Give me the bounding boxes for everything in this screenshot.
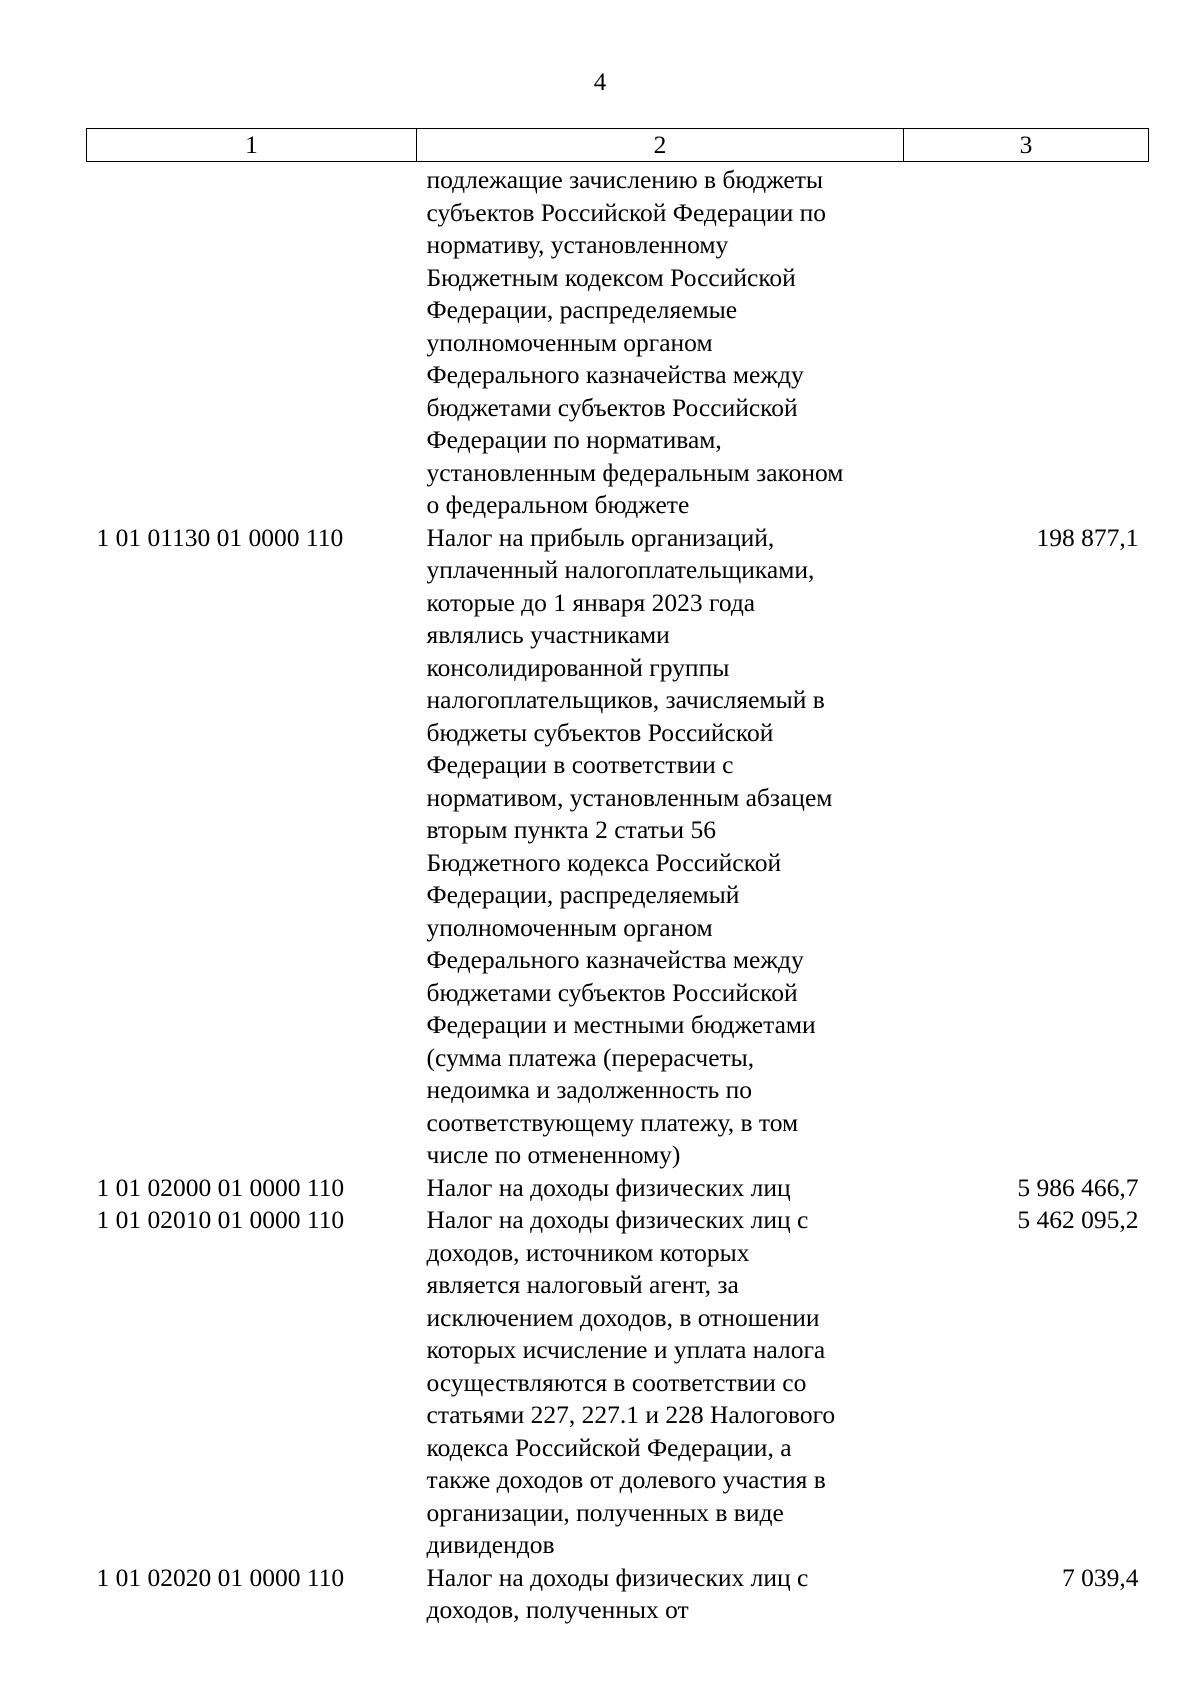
table-row [87, 522, 1149, 1172]
row-code: 1 01 02000 01 0000 110 [96, 1172, 345, 1202]
page-number: 4 [593, 69, 607, 96]
description-line: кодекса Российской Федерации, а [426, 1432, 792, 1462]
row-description [417, 522, 904, 1172]
row-amount: 7 039,4 [1062, 1562, 1139, 1592]
column-header-code: 1 [87, 129, 417, 162]
description-line: которых исчисление и уплата налога [426, 1335, 826, 1364]
description-line: дивидендов [426, 1530, 555, 1559]
description-line: Налог на доходы физических лиц с [426, 1562, 809, 1592]
row-description [417, 1204, 904, 1562]
description-line: доходов, источником которых [426, 1237, 750, 1267]
column-header-amount: 3 [904, 129, 1149, 162]
description-line: Федерального казначейства между [426, 945, 804, 974]
header-row [87, 129, 1149, 162]
description-line: вторым пункта 2 статьи 56 [426, 815, 716, 844]
row-code: 1 01 02010 01 0000 110 [96, 1205, 345, 1234]
description-line: субъектов Российской Федерации по [426, 197, 827, 227]
description-line: бюджеты субъектов Российской [426, 717, 774, 747]
description-line: налогоплательщиков, зачисляемый в [426, 685, 825, 714]
description-line: уплаченный налогоплательщиками, [426, 555, 815, 584]
row-code: 1 01 02020 01 0000 110 [96, 1562, 345, 1592]
description-line: осуществляются в соответствии со [426, 1367, 807, 1397]
description-line: соответствующему платежу, в том [426, 1107, 799, 1137]
table-row [87, 1562, 1149, 1627]
description-line: Федерации, распределяемые [426, 295, 738, 324]
description-line: (сумма платежа (перерасчеты, [426, 1042, 755, 1072]
description-line: нормативу, установленному [426, 230, 729, 259]
row-code [87, 162, 417, 522]
description-line: установленным федеральным законом [426, 457, 844, 487]
description-line: статьями 227, 227.1 и 228 Налогового [426, 1400, 836, 1429]
description-line: Федерации, распределяемый [426, 880, 740, 909]
column-header-description: 2 [417, 129, 904, 162]
row-amount [904, 162, 1149, 522]
description-line: Федерации в соответствии с [426, 750, 734, 779]
description-line: недоимка и задолженность по [426, 1075, 752, 1104]
description-line: Бюджетного кодекса Российской [426, 847, 782, 877]
row-amount: 5 986 466,7 [1017, 1172, 1139, 1202]
revenue-table [86, 128, 1149, 1627]
description-line: Бюджетным кодексом Российской [426, 262, 796, 292]
row-description [417, 162, 904, 522]
description-line: подлежащие зачислению в бюджеты [426, 165, 824, 194]
description-line: бюджетами субъектов Российской [426, 392, 798, 422]
row-description [417, 1172, 904, 1205]
row-code: 1 01 01130 01 0000 110 [96, 522, 344, 552]
description-line: бюджетами субъектов Российской [426, 977, 798, 1007]
description-line: Федерации по нормативам, [426, 425, 722, 454]
description-line: нормативом, установленным абзацем [426, 782, 833, 812]
description-line: числе по отмененному) [426, 1140, 681, 1169]
description-line: которые до 1 января 2023 года [426, 587, 756, 617]
table-row [87, 162, 1149, 522]
description-line: о федеральном бюджете [426, 490, 690, 519]
description-line: также доходов от долевого участия в [426, 1465, 826, 1494]
row-description [417, 1562, 904, 1627]
table-row [87, 1204, 1149, 1562]
table-row [87, 1172, 1149, 1205]
description-line: Федерации и местными бюджетами [426, 1010, 816, 1039]
description-line: Налог на прибыль организаций, [426, 522, 775, 552]
table-body [87, 162, 1149, 1627]
description-line: Налог на доходы физических лиц [426, 1172, 791, 1202]
description-line: организации, полученных в виде [426, 1497, 784, 1527]
description-line: доходов, полученных от [426, 1595, 689, 1624]
description-line: уполномоченным органом [426, 327, 713, 357]
description-line: исключением доходов, в отношении [426, 1302, 820, 1332]
description-line: уполномоченным органом [426, 912, 713, 942]
table-header [87, 129, 1149, 162]
description-line: является налоговый агент, за [426, 1270, 739, 1299]
row-amount: 198 877,1 [1036, 522, 1139, 552]
description-line: консолидированной группы [426, 652, 730, 682]
description-line: Федерального казначейства между [426, 360, 804, 389]
description-line: Налог на доходы физических лиц с [426, 1205, 809, 1234]
description-line: являлись участниками [426, 620, 670, 649]
row-amount: 5 462 095,2 [1017, 1205, 1139, 1234]
